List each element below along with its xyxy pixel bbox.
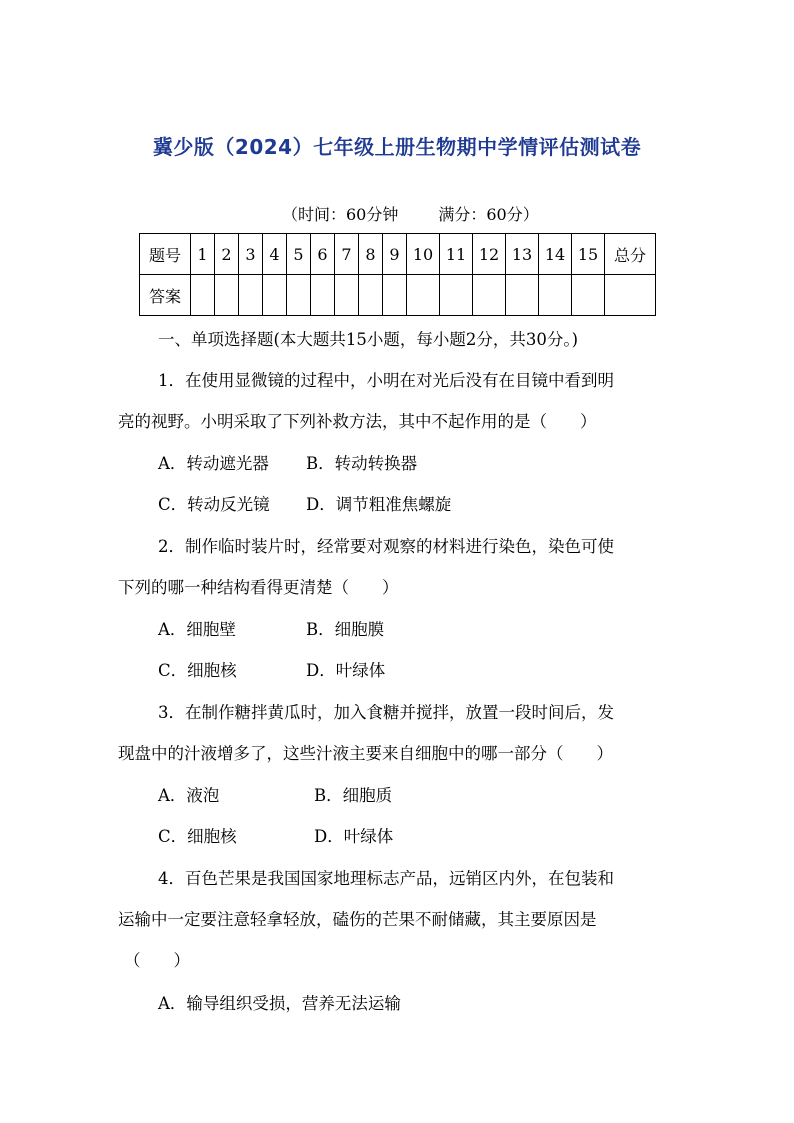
option-a: A．输导组织受损，营养无法运输 [158,994,401,1013]
option-d: D．叶绿体 [306,661,386,680]
question-number-cell: 11 [440,234,473,275]
question-number-cell: 14 [539,234,572,275]
answer-cell [287,275,311,316]
answer-table-header-row [140,234,656,275]
answer-cell [191,275,215,316]
option-d: D．叶绿体 [314,827,394,846]
answer-cell [539,275,572,316]
answer-cell [311,275,335,316]
exam-full-score: 满分：60分） [438,205,539,224]
section-heading: 一、单项选择题(本大题共15小题，每小题2分，共30分。) [158,330,579,349]
question-stem-line: 1．在使用显微镜的过程中，小明在对光后没有在目镜中看到明 [158,371,614,390]
question-number-cell: 5 [287,234,311,275]
question-number-cell: 8 [359,234,383,275]
question-number-cell: 3 [239,234,263,275]
total-score-label: 总分 [605,234,656,275]
option-b: B．转动转换器 [306,454,418,473]
option-b: B．细胞质 [314,786,393,805]
question-number-cell: 10 [407,234,440,275]
question-number-cell: 9 [383,234,407,275]
answer-cell [335,275,359,316]
question-number-cell: 7 [335,234,359,275]
answer-cell [440,275,473,316]
question-number-cell: 15 [572,234,605,275]
question-stem-line: （ ） [124,951,190,970]
question-stem-line: 亮的视野。小明采取了下列补救方法，其中不起作用的是（ ） [118,412,597,431]
page-title: 冀少版（2024）七年级上册生物期中学情评估测试卷 [152,135,642,159]
question-number-cell: 2 [215,234,239,275]
exam-info [282,202,539,225]
question-stem-line: 现盘中的汁液增多了，这些汁液主要来自细胞中的哪一部分（ ） [118,744,613,763]
question-number-cell: 13 [506,234,539,275]
question-number-label: 题号 [140,234,191,275]
question-stem-line: 2．制作临时装片时，经常要对观察的材料进行染色，染色可使 [158,537,614,556]
answer-label: 答案 [140,275,191,316]
answer-cell [383,275,407,316]
question-number-cell: 4 [263,234,287,275]
answer-cell [506,275,539,316]
answer-cell [407,275,440,316]
total-score-cell [605,275,656,316]
option-a: A．液泡 [158,786,220,805]
question-stem-line: 下列的哪一种结构看得更清楚（ ） [118,578,399,597]
answer-table [139,233,656,316]
option-c: C．转动反光镜 [158,495,270,514]
answer-cell [473,275,506,316]
answer-table-answer-row [140,275,656,316]
answer-cell [263,275,287,316]
answer-cell [215,275,239,316]
option-b: B．细胞膜 [306,620,385,639]
question-number-cell: 6 [311,234,335,275]
answer-cell [239,275,263,316]
option-c: C．细胞核 [158,661,237,680]
question-stem-line: 运输中一定要注意轻拿轻放，磕伤的芒果不耐储藏，其主要原因是 [118,910,597,929]
option-a: A．转动遮光器 [158,454,269,473]
answer-cell [572,275,605,316]
question-stem-line: 4．百色芒果是我国国家地理标志产品，远销区内外，在包装和 [158,869,614,888]
exam-time: （时间：60分钟 [282,205,399,224]
option-c: C．细胞核 [158,827,237,846]
option-d: D．调节粗准焦螺旋 [306,495,452,514]
question-stem-line: 3．在制作糖拌黄瓜时，加入食糖并搅拌，放置一段时间后，发 [158,703,614,722]
question-number-cell: 1 [191,234,215,275]
question-number-cell: 12 [473,234,506,275]
answer-cell [359,275,383,316]
option-a: A．细胞壁 [158,620,236,639]
